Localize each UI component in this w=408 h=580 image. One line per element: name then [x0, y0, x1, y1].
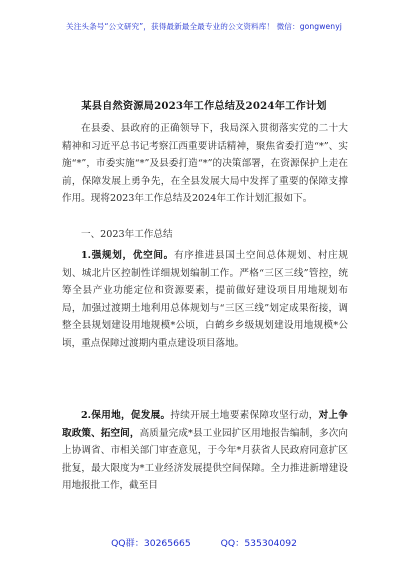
- item-2-bold-phrase: 对上争取政策、拓空间，: [62, 410, 349, 439]
- item-2-text-1: 持续开展土地要素保障攻坚行动，: [170, 410, 319, 421]
- item-1-text: 有序推进县国土空间总体规划、村庄规划、城北片区控制性详细规划编制工作。严格“三区三线”管控，统筹全县产业功能定位和资源要素，提前做好建设项目用地规划布局，加强过渡期土地利用总体规划与“三区三线”划定成果衔接，调整全县规划建设用地规模*公顷，白鹤乡乡级规划建设用地规模*公顷，重点保障过渡期内重点建设项目落地。: [62, 250, 349, 349]
- item-2-lead: 2.保用地，促发展。: [81, 410, 171, 421]
- item-1-lead: 1.强规划，优空间。: [81, 250, 174, 261]
- header-promo-banner: 关注头条号“公文研究”，获得最新最全最专业的公文资料库！ 微信：gongwenyj: [66, 22, 342, 31]
- footer-qq: QQ：535304092: [220, 538, 297, 549]
- document-title: 某县自然资源局2023年工作总结及2024年工作计划: [81, 100, 327, 112]
- item-1-paragraph: [62, 247, 348, 353]
- footer-qq-group: QQ群：30265665: [111, 538, 191, 549]
- item-2-paragraph: [62, 407, 348, 495]
- footer-contact: [0, 535, 408, 549]
- item-2-text-2: 高质量完成*县工业园扩区用地报告编制，多次向上协调省、市相关部门审查意见，于今年*月获省人民政府同意扩区批复，最大限度为*工业经济发展提供空间保障。全力推进新增建设用地报批工作，截至目: [62, 427, 349, 492]
- section-heading-2023-summary: 一、2023年工作总结: [81, 229, 173, 240]
- intro-paragraph: 在县委、县政府的正确领导下，我局深入贯彻落实党的二十大精神和习近平总书记考察江西重要讲话精神，聚焦省委打造“*”、实施“*”，市委实施“*”及县委打造“*”的决策部署，在资源保护上走在前，保障发展上勇争先，在全县发展大局中发挥了重要的保障支撑作用。现将2023年工作总结及2024年工作计划汇报如下。: [62, 123, 348, 205]
